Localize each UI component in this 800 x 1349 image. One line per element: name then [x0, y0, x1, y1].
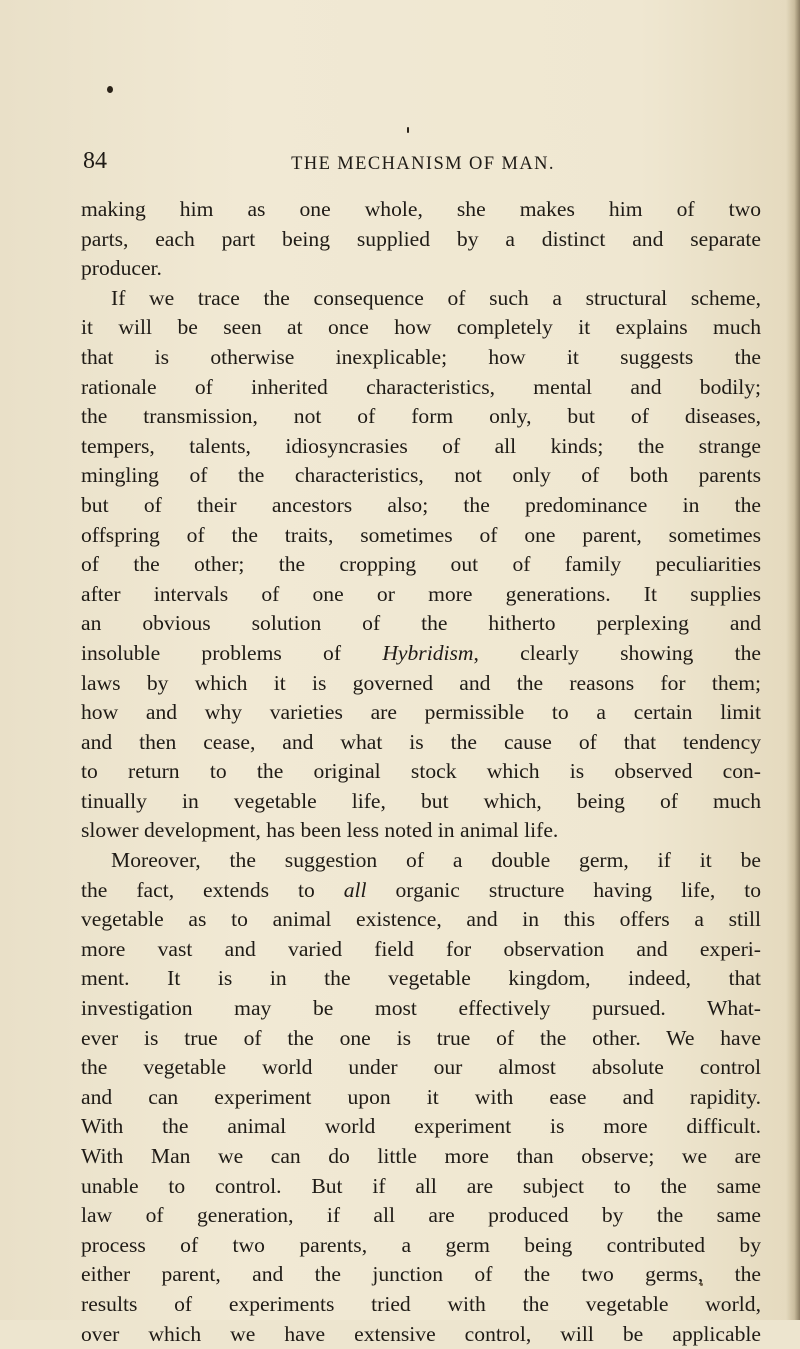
text-line: either parent, and the junction of the two germs, the [81, 1262, 761, 1287]
text-line: offspring of the traits, sometimes of one parent, sometimes [81, 522, 761, 547]
text-line: to return to the original stock which is observed con- [81, 759, 761, 784]
text-line: insoluble problems of Hybridism, clearly showing the [81, 640, 761, 665]
text-line: parts, each part being supplied by a distinct and separate [81, 226, 761, 251]
page-number: 84 [83, 148, 107, 174]
text-line: that is otherwise inexplicable; how it suggests the [81, 344, 761, 369]
italic-term: all [343, 877, 367, 902]
text-line: the fact, extends to all organic structure having life, to [81, 877, 761, 902]
text-line: Moreover, the suggestion of a double germ, if it be [111, 848, 761, 873]
text-line: and can experiment upon it with ease and rapidity. [81, 1084, 761, 1109]
text-line: how and why varieties are permissible to a certain limit [81, 700, 761, 725]
italic-term: Hybridism [382, 640, 474, 665]
text-line: and then cease, and what is the cause of that tendency [81, 729, 761, 754]
ink-speck [407, 127, 409, 133]
text-line: more vast and varied field for observation and experi- [81, 936, 761, 961]
text-line: laws by which it is governed and the reasons for them; [81, 670, 761, 695]
text-line: the vegetable world under our almost absolute control [81, 1055, 761, 1080]
running-head [83, 148, 723, 178]
text-line: making him as one whole, she makes him of two [81, 197, 761, 221]
text-line: With the animal world experiment is more difficult. [81, 1114, 761, 1139]
text-line: but of their ancestors also; the predominance in the [81, 492, 761, 517]
text-line: the transmission, not of form only, but of diseases, [81, 404, 761, 429]
text-line: after intervals of one or more generations. It supplies [81, 581, 761, 606]
text-line: vegetable as to animal existence, and in this offers a still [81, 907, 761, 932]
text-line: mingling of the characteristics, not only of both parents [81, 463, 761, 488]
text-line: of the other; the cropping out of family peculiarities [81, 552, 761, 577]
text-line: process of two parents, a germ being contributed by [81, 1232, 761, 1257]
text-line: over which we have extensive control, will be applicable [81, 1321, 761, 1346]
text-line: slower development, has been less noted in animal life. [81, 818, 559, 843]
text-line: ever is true of the one is true of the other. We have [81, 1025, 761, 1050]
text-line: results of experiments tried with the vegetable world, [81, 1291, 761, 1316]
text-line: rationale of inherited characteristics, mental and bodily; [81, 374, 761, 399]
text-line: With Man we can do little more than observe; we are [81, 1144, 761, 1168]
text-line: an obvious solution of the hitherto perplexing and [81, 611, 761, 636]
text-line: unable to control. But if all are subject to the same [81, 1173, 761, 1198]
text-line: tempers, talents, idiosyncrasies of all kinds; the strange [81, 433, 761, 458]
text-line: law of generation, if all are produced by the same [81, 1203, 761, 1228]
ink-speck [107, 86, 113, 93]
text-line: If we trace the consequence of such a structural scheme, [111, 285, 761, 310]
text-line: it will be seen at once how completely it explains much [81, 315, 761, 340]
page-edge-shadow [786, 0, 800, 1320]
text-line: tinually in vegetable life, but which, being of much [81, 788, 761, 813]
text-line: investigation may be most effectively pursued. What- [81, 996, 761, 1021]
running-title: THE MECHANISM OF MAN. [291, 154, 555, 174]
body-text [81, 195, 761, 1349]
text-line: producer. [81, 256, 162, 281]
text-line: ment. It is in the vegetable kingdom, indeed, that [81, 966, 761, 991]
